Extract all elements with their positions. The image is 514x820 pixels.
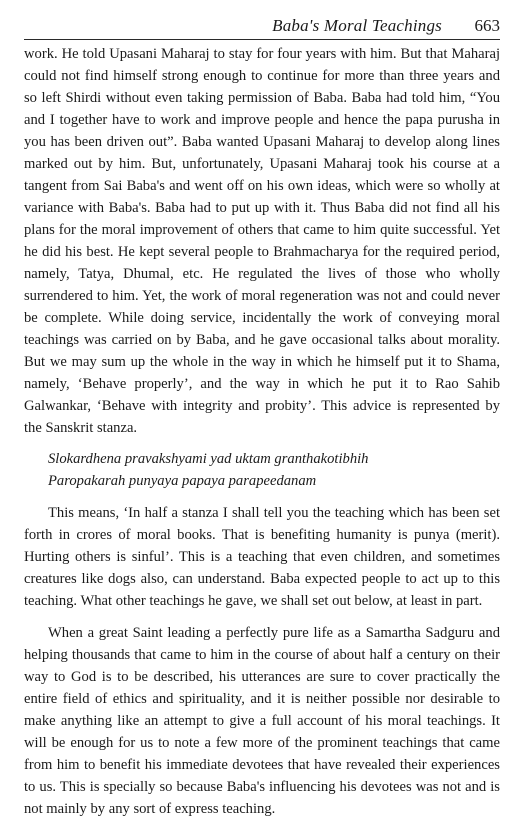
paragraph-3: When a great Saint leading a perfectly pure life as a Samartha Sadguru and helping thousands that came to him in the course of about half a century on their way to God is to be described, his utterances are sure to cover practically the entire field of ethics and spirituality, and it is neither possible nor desirable to make anything like an attempt to give a full account of his moral teachings. It will be enough for us to note a few more of the prominent teachings that came from him to benefit his immediate devotees that have revealed their experiences to us. This is specially so because Baba's influencing his devotees was not and is not mainly by any sort of express teaching.	[24, 625, 500, 817]
page-number: 663	[474, 16, 500, 35]
body-text	[24, 43, 500, 820]
paragraph-1: work. He told Upasani Maharaj to stay for four years with him. But that Maharaj could not find himself strong enough to continue for more than three years and so left Shirdi without even taking permission of Baba. Baba had told him, “You and I together have to work and improve people and hence the papa purusha in you has been driven out”. Baba wanted Upasani Maharaj to develop along lines marked out by him. But, unfortunately, Upasani Maharaj took his course at a tangent from Sai Baba's and went off on his own ideas, which were so wholly at variance with Baba's. Baba had to put up with it. Thus Baba did not find all his plans for the moral improvement of others that came to him quite successful. Yet he did his best. He kept several people to Brahmacharya for the required period, namely, Tatya, Dhumal, etc. He regulated the lives of those who wholly surrendered to him. Yet, the work of moral regeneration was not and could never be complete. While doing service, incidentally the work of conveying moral teachings was carried on by Baba, and he gave occasional talks about morality. But we may sum up the whole in the way in which he himself put it to Shama, namely, ‘Behave properly’, and the way in which he put it to Rao Sahib Galwankar, ‘Behave with integrity and probity’. This advice is represented by the Sanskrit stanza.	[24, 46, 500, 436]
stanza-line-2: Paropakarah punyaya papaya parapeedanam	[48, 473, 317, 489]
running-title: Baba's Moral Teachings	[272, 16, 442, 35]
header-rule	[24, 39, 500, 40]
sanskrit-stanza	[48, 448, 500, 492]
stanza-line-1: Slokardhena pravakshyami yad uktam granthakotibhih	[48, 451, 369, 467]
paragraph-2: This means, ‘In half a stanza I shall tell you the teaching which has been set forth in crores of moral books. That is benefiting humanity is punya (merit). Hurting others is sinful’. This is a teaching that even children, and sometimes creatures like dogs also, can understand. Baba expected people to act up to this teaching. What other teachings he gave, we shall set out below, at least in part.	[24, 505, 500, 609]
running-header	[24, 14, 500, 38]
